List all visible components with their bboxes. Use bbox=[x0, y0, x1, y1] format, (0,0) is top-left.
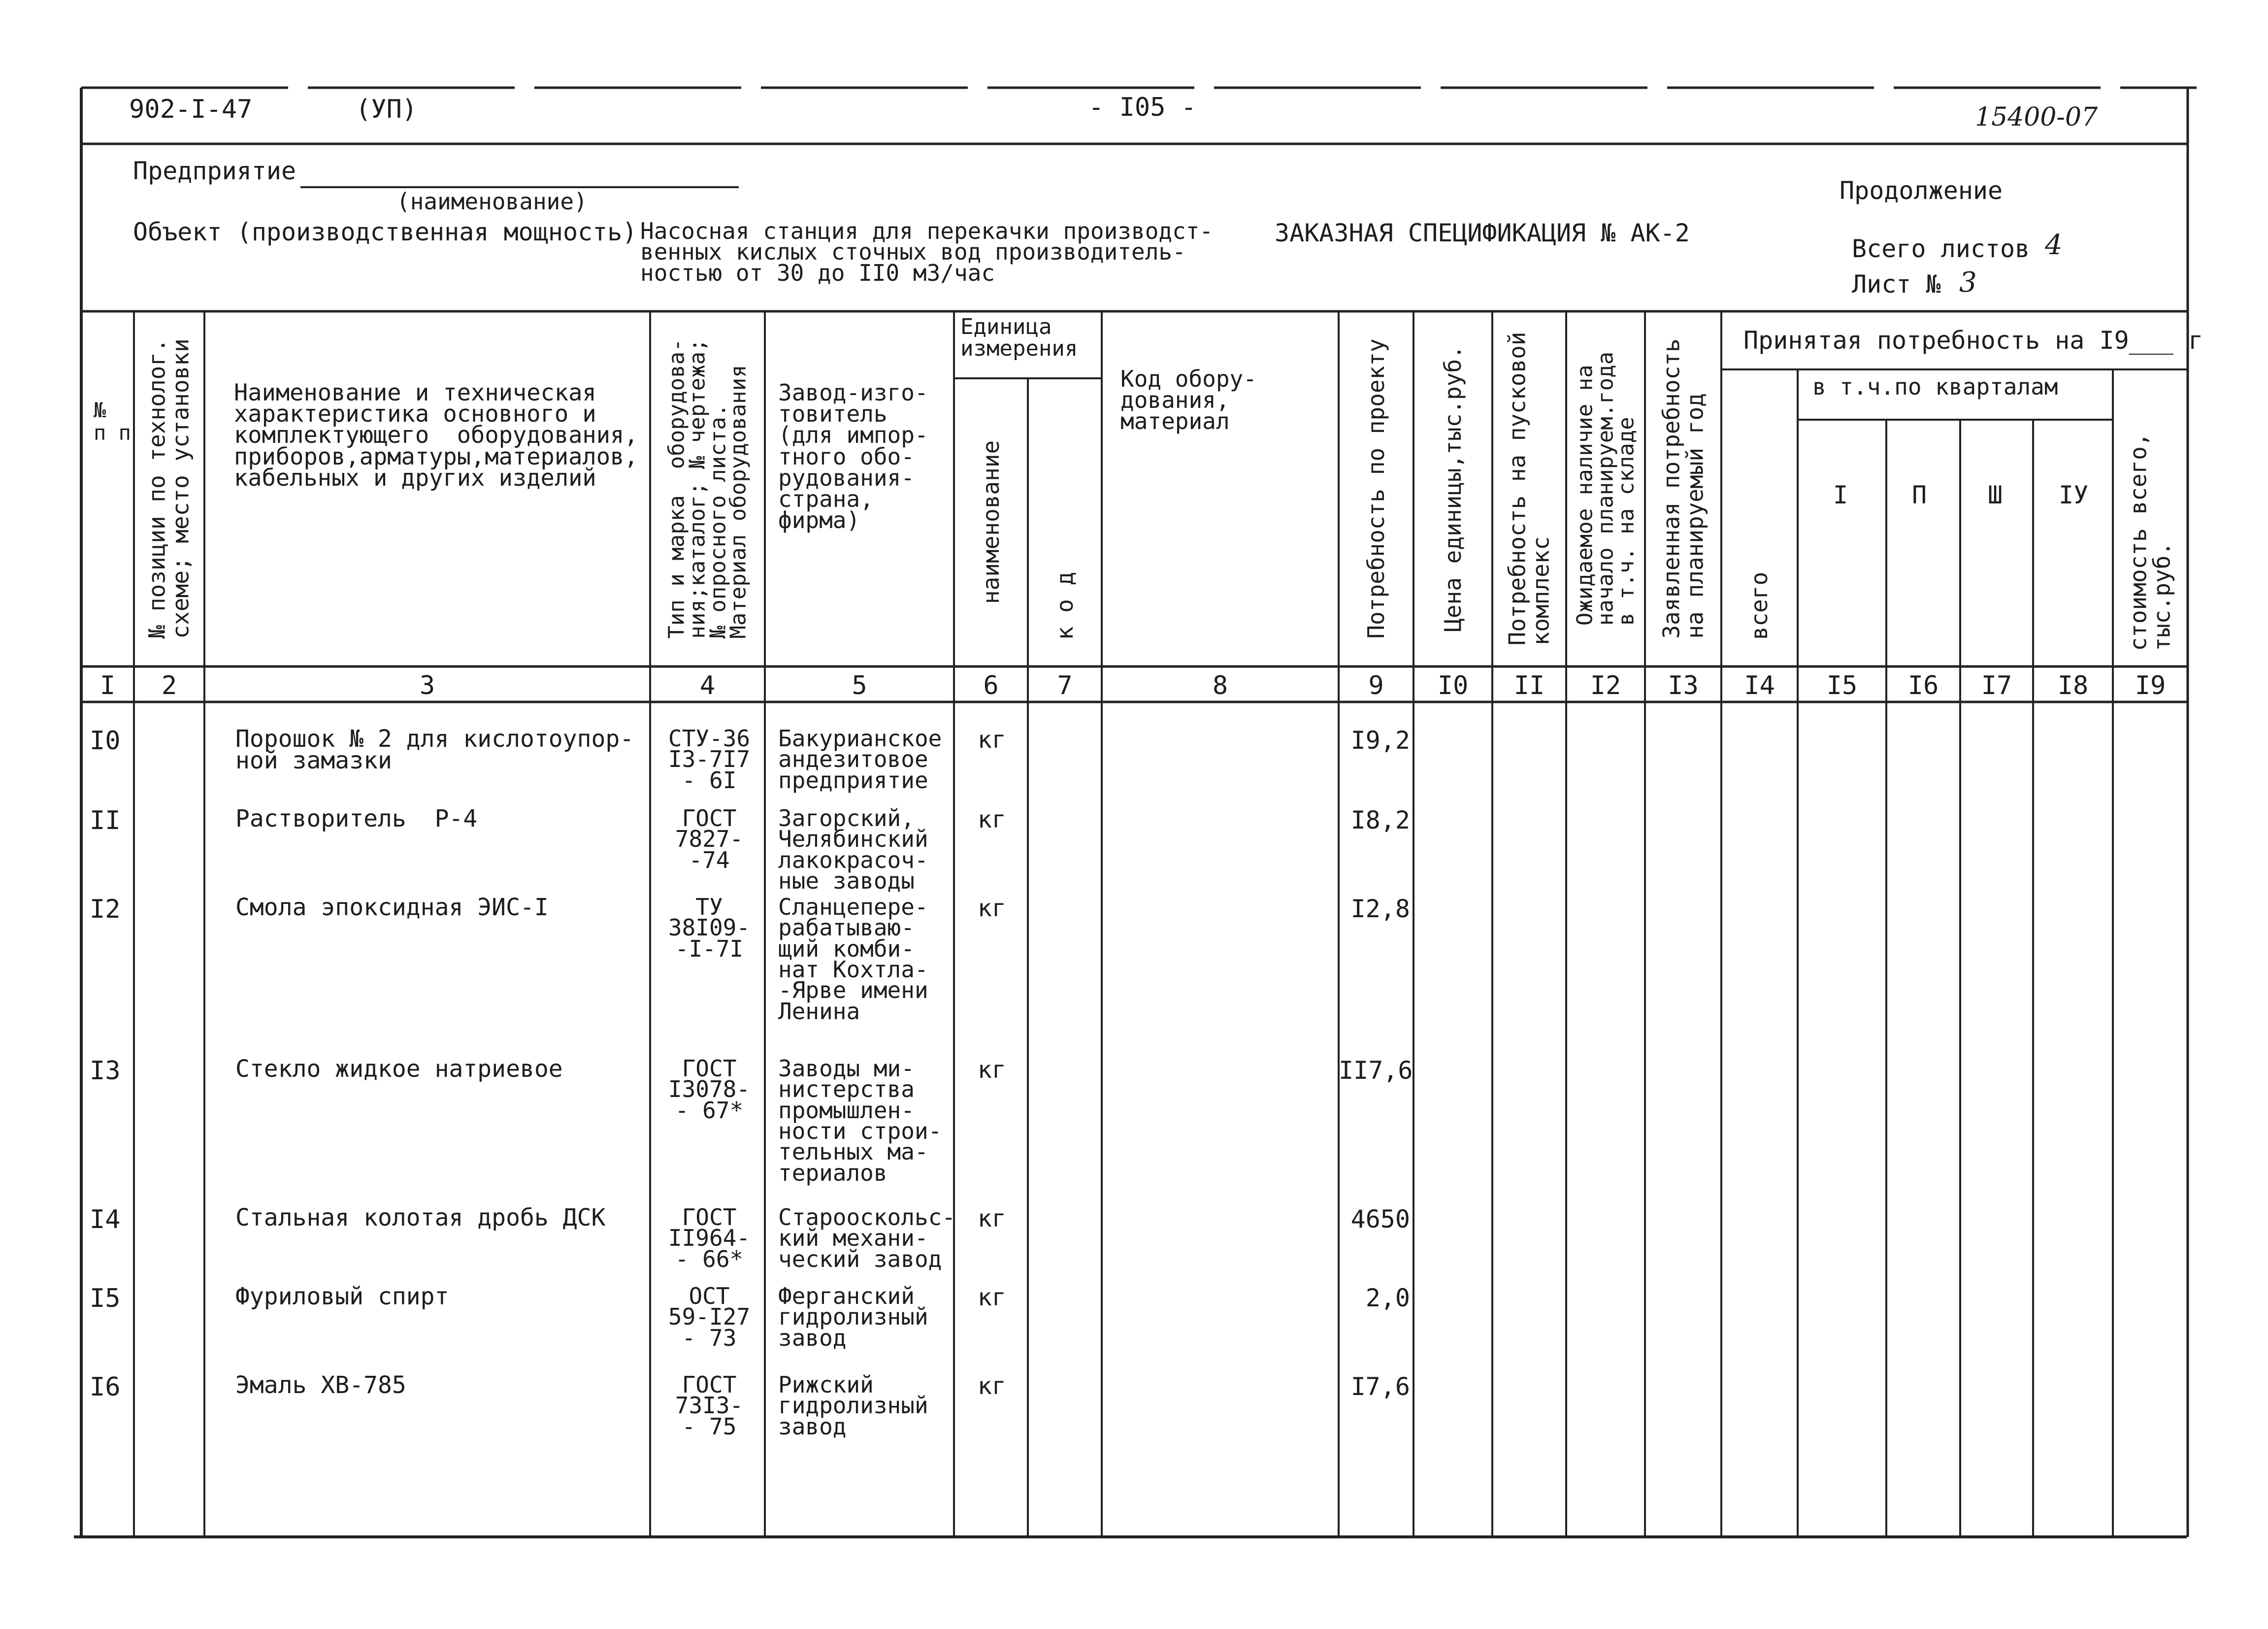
header-q3: Ш bbox=[1988, 481, 2003, 509]
header-unit-price: Цена единицы,тыс.руб. bbox=[1439, 345, 1466, 632]
object-value: Насосная станция для перекачки производст- венных кислых сточных вод производитель- ностью от 30 до II0 м3/час bbox=[640, 218, 1214, 286]
column-number: 9 bbox=[1368, 671, 1384, 700]
row-maker: Заводы ми- нистерства промышлен- ности строи- тельных ма- териалов bbox=[778, 1055, 942, 1186]
row-unit: кг bbox=[978, 726, 1006, 754]
column-number: I4 bbox=[1744, 671, 1775, 700]
row-name: Растворитель Р-4 bbox=[235, 805, 478, 832]
header-row-number: № п п bbox=[94, 398, 131, 445]
header-unit-group: Единица измерения bbox=[960, 314, 1078, 361]
enterprise-hint: (наименование) bbox=[396, 188, 588, 215]
row-type: ГОСТ 73I3- - 75 bbox=[675, 1371, 744, 1440]
column-number: 3 bbox=[419, 671, 435, 700]
header-manufacturer: Завод-изго- товитель (для импор- тного обо- рудования- страна, фирма) bbox=[778, 379, 928, 534]
row-no: I2 bbox=[90, 895, 121, 924]
column-number: I5 bbox=[1826, 671, 1858, 700]
row-qty: 4650 bbox=[1350, 1205, 1410, 1233]
row-maker: Ферганский гидролизный завод bbox=[778, 1283, 928, 1351]
column-number: 5 bbox=[852, 671, 867, 700]
object-label: Объект (производственная мощность) bbox=[133, 218, 637, 246]
row-no: I4 bbox=[90, 1205, 121, 1234]
row-maker: Сланцепере- рабатываю- щий комби- нат Кохтла- -Ярве имени Ленина bbox=[778, 894, 928, 1025]
header-unit-name: наименование bbox=[977, 440, 1004, 604]
header-position: № позиции по технолог. схеме; место установки bbox=[143, 338, 194, 639]
header-total: всего bbox=[1745, 571, 1773, 640]
spec-title: ЗАКАЗНАЯ СПЕЦИФИКАЦИЯ № АК-2 bbox=[1275, 219, 1690, 247]
header-unit-code: к о д bbox=[1051, 571, 1078, 640]
row-maker: Загорский, Челябинский лакокрасоч- ные заводы bbox=[778, 805, 928, 894]
doc-code: 902-I-47 bbox=[129, 95, 253, 124]
row-no: II bbox=[90, 806, 121, 835]
row-qty: I8,2 bbox=[1350, 806, 1410, 834]
header-name: Наименование и техническая характеристика основного и комплектующего оборудования, приборов,арматуры,материалов, кабельных и других изделий bbox=[234, 379, 638, 492]
row-qty: II7,6 bbox=[1339, 1056, 1413, 1085]
header-expected-stock: Ожидаемое наличие на начало планируем.года в т.ч. на складе bbox=[1572, 351, 1639, 626]
row-maker: Старооскольс- кий механи- ческий завод bbox=[778, 1204, 956, 1272]
row-qty: I2,8 bbox=[1350, 895, 1410, 923]
row-unit: кг bbox=[978, 1056, 1006, 1084]
header-quarters-group: в т.ч.по кварталам bbox=[1812, 373, 2058, 400]
column-number: 2 bbox=[161, 671, 177, 700]
column-number: I2 bbox=[1590, 671, 1621, 700]
row-type: ГОСТ 7827- -74 bbox=[675, 805, 744, 873]
column-number: I9 bbox=[2135, 671, 2166, 700]
header-q2: П bbox=[1912, 481, 1927, 509]
row-qty: I7,6 bbox=[1350, 1372, 1410, 1401]
row-unit: кг bbox=[978, 806, 1006, 833]
page-number: - I05 - bbox=[1088, 93, 1197, 122]
row-name: Стальная колотая дробь ДСК bbox=[235, 1204, 606, 1231]
row-name: Фуриловый спирт bbox=[235, 1283, 449, 1310]
row-no: I0 bbox=[90, 726, 121, 756]
column-number: 7 bbox=[1057, 671, 1073, 700]
row-no: I5 bbox=[90, 1284, 121, 1313]
header-q1: I bbox=[1833, 481, 1848, 509]
total-sheets-value: 4 bbox=[2045, 229, 2063, 261]
column-number: I8 bbox=[2057, 671, 2089, 700]
row-unit: кг bbox=[978, 1284, 1006, 1311]
total-sheets-label: Всего листов bbox=[1852, 234, 2030, 263]
column-number: II bbox=[1513, 671, 1545, 700]
row-type: ГОСТ I3078- - 67* bbox=[668, 1055, 751, 1124]
row-name: Эмаль ХВ-785 bbox=[235, 1371, 406, 1399]
column-number: I6 bbox=[1907, 671, 1939, 700]
column-number: 4 bbox=[699, 671, 716, 700]
row-type: ГОСТ II964- - 66* bbox=[668, 1204, 751, 1272]
album-code: (УП) bbox=[356, 95, 418, 124]
enterprise-label: Предприятие bbox=[133, 157, 296, 185]
header-accepted-group: Принятая потребность на I9___ г bbox=[1743, 326, 2203, 355]
row-qty: 2,0 bbox=[1365, 1284, 1410, 1312]
row-no: I3 bbox=[90, 1056, 121, 1086]
sheet-label: Лист № bbox=[1852, 270, 1941, 299]
row-type: ТУ 38I09- -I-7I bbox=[668, 894, 751, 962]
column-number: I7 bbox=[1981, 671, 2012, 700]
header-declared-need: Заявленная потребность на планируемый год bbox=[1658, 338, 1709, 639]
row-unit: кг bbox=[978, 1372, 1006, 1400]
handwritten-reference: 15400-07 bbox=[1975, 102, 2098, 132]
row-maker: Бакурианское андезитовое предприятие bbox=[778, 725, 942, 794]
header-total-cost: стоимость всего, тыс.руб. bbox=[2125, 432, 2175, 651]
row-name: Порошок № 2 для кислотоупор- ной замазки bbox=[235, 725, 634, 775]
column-number: I0 bbox=[1437, 671, 1469, 700]
row-type: ОСТ 59-I27 - 73 bbox=[668, 1283, 751, 1351]
column-number: I bbox=[99, 671, 116, 700]
row-unit: кг bbox=[978, 1205, 1006, 1232]
row-name: Смола эпоксидная ЭИС-I bbox=[235, 894, 549, 921]
row-qty: I9,2 bbox=[1350, 726, 1410, 755]
header-project-need: Потребность по проекту bbox=[1362, 338, 1389, 639]
sheet-value: 3 bbox=[1959, 266, 1977, 299]
header-equipment-code: Код обору- дования, материал bbox=[1120, 366, 1257, 435]
row-type: СТУ-36 I3-7I7 - 6I bbox=[668, 725, 751, 794]
header-type: Тип и марка оборудова- ния;каталог; № чертежа; № опросного листа. Материал оборудования bbox=[664, 338, 751, 639]
row-unit: кг bbox=[978, 895, 1006, 922]
header-q4: IУ bbox=[2059, 481, 2089, 509]
continuation-label: Продолжение bbox=[1840, 176, 2003, 205]
column-number: 6 bbox=[983, 671, 999, 700]
column-number: 8 bbox=[1212, 671, 1228, 700]
row-name: Стекло жидкое натриевое bbox=[235, 1055, 563, 1083]
row-no: I6 bbox=[90, 1372, 121, 1402]
row-maker: Рижский гидролизный завод bbox=[778, 1371, 928, 1440]
column-number: I3 bbox=[1668, 671, 1699, 700]
header-startup-need: Потребность на пусковой комплекс bbox=[1504, 332, 1554, 646]
